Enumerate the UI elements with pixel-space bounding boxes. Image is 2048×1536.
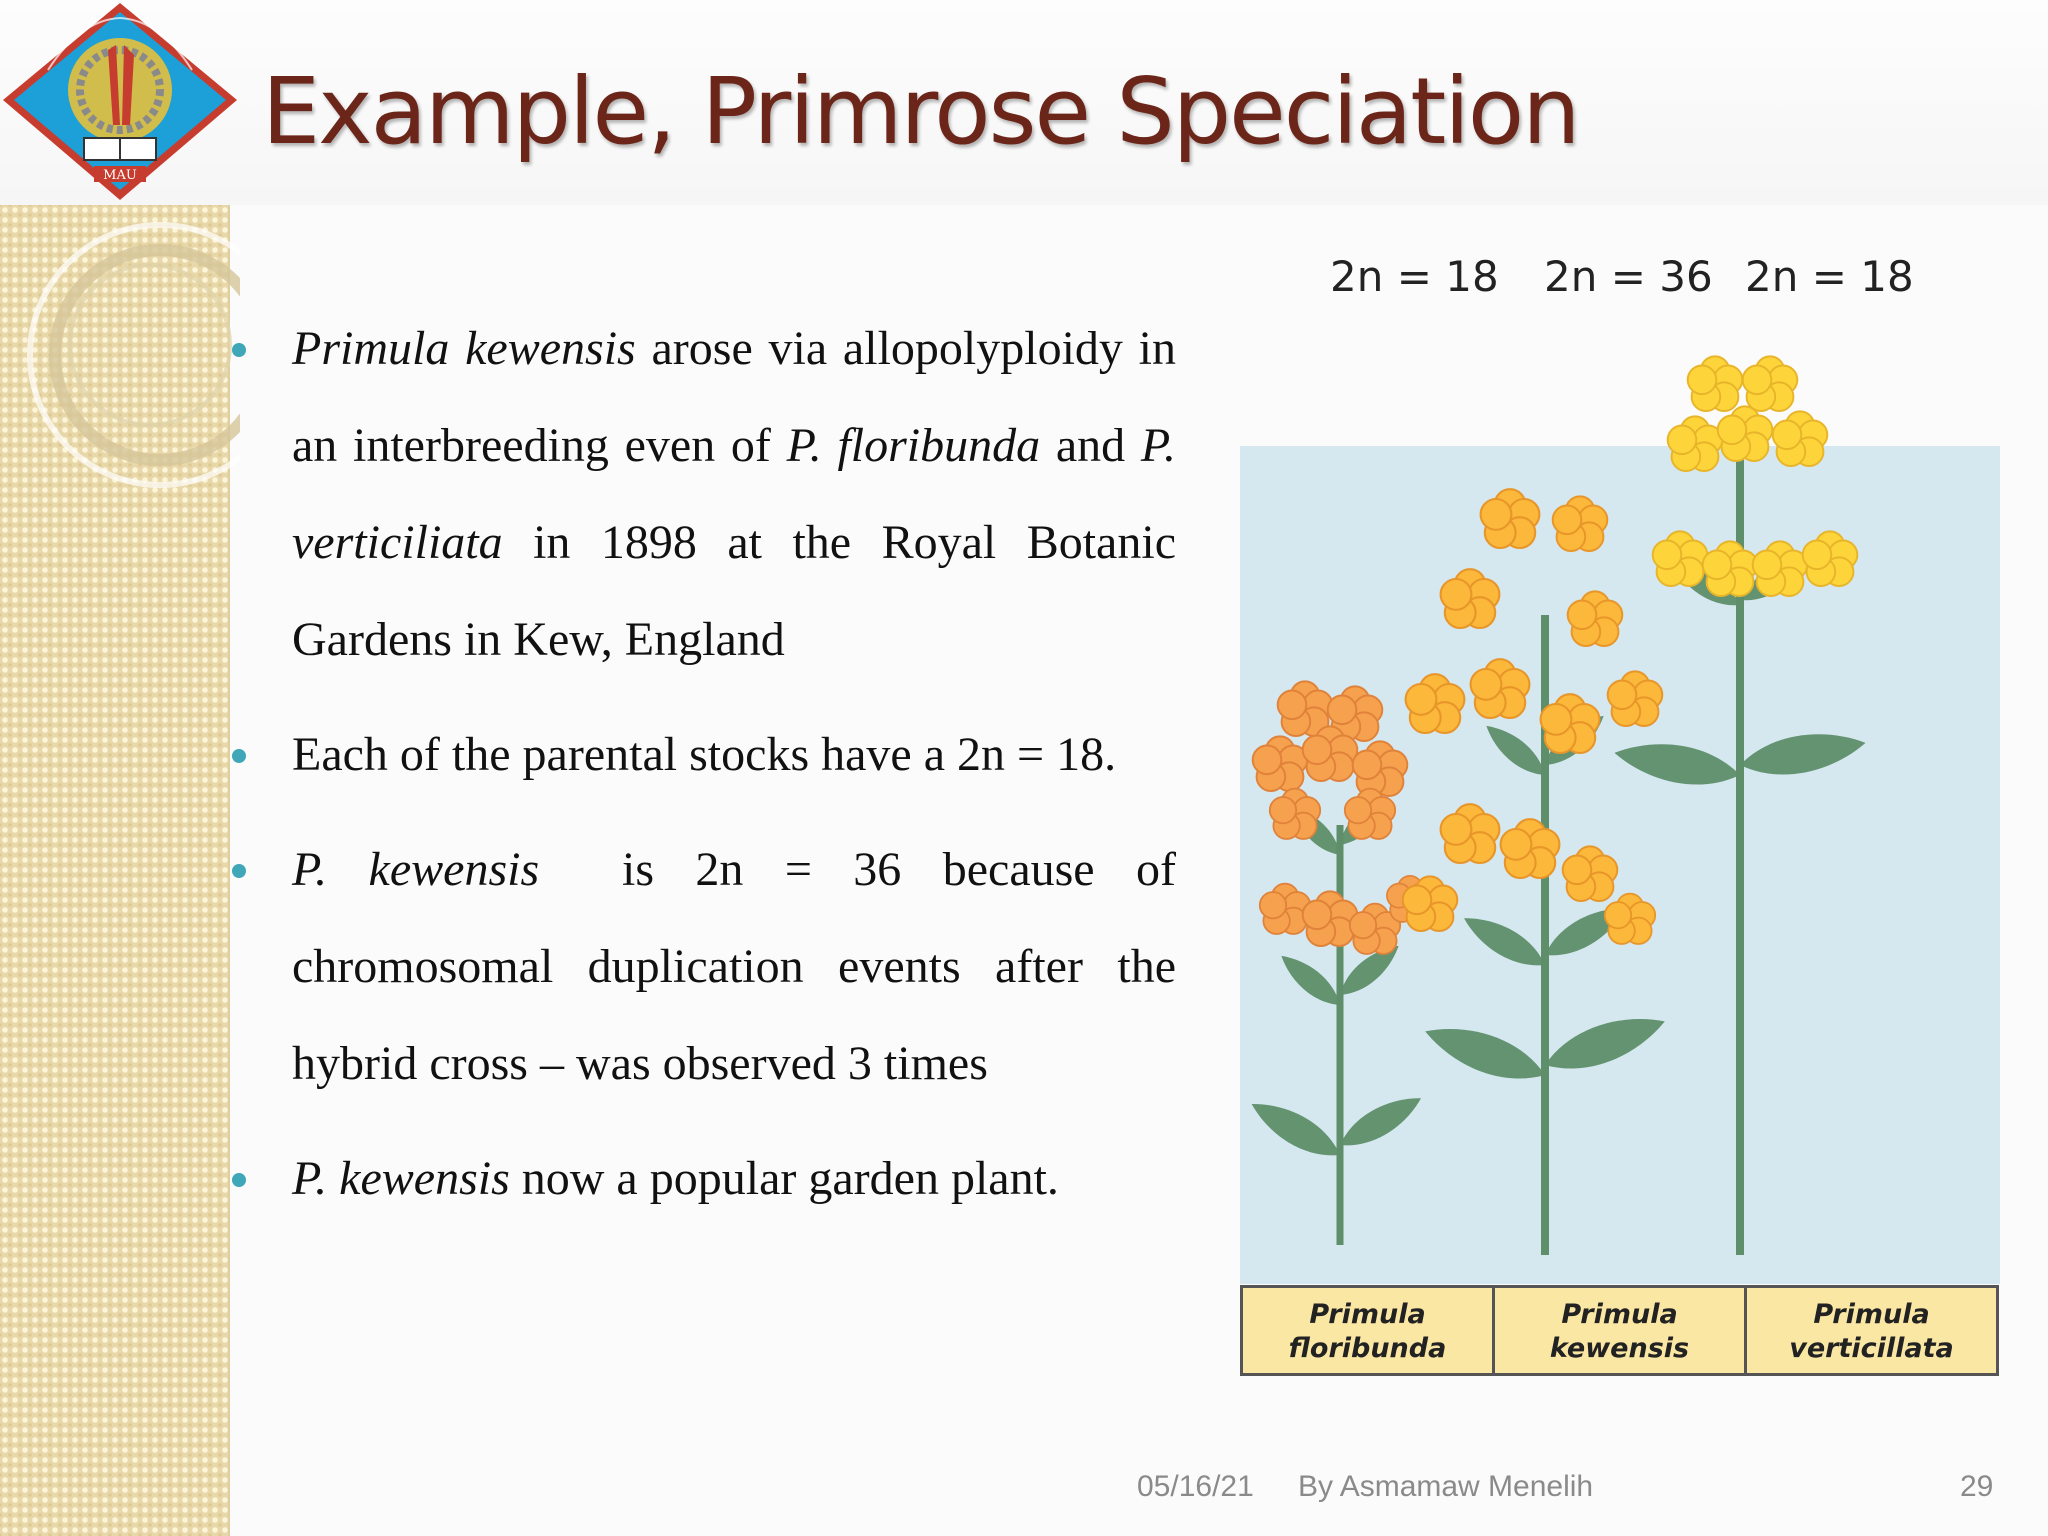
species-label-line: kewensis xyxy=(1549,1333,1690,1364)
bullet-text: and xyxy=(1040,419,1141,472)
bullet-text: arose via allopolyploidy in an interbreeding even of xyxy=(292,322,1177,472)
species-label-line: verticillata xyxy=(1789,1333,1954,1364)
ploidy-label-verticillata: 2n = 18 xyxy=(1745,252,1914,301)
bullet-text: P. kewensis xyxy=(292,843,540,896)
species-label-kewensis xyxy=(1495,1288,1747,1373)
decorative-arcs xyxy=(0,205,240,505)
bullet-text: P. kewensis xyxy=(292,1152,510,1205)
logo-text: MAU xyxy=(103,168,137,183)
species-label-floribunda xyxy=(1243,1288,1495,1373)
bullet-text: P. verticiliata xyxy=(292,419,1176,569)
species-label-table xyxy=(1240,1285,1999,1376)
species-label-line: floribunda xyxy=(1288,1333,1447,1364)
species-label-line: Primula xyxy=(1309,1299,1426,1330)
species-label-verticillata xyxy=(1747,1288,1996,1373)
primrose-illustration xyxy=(1240,355,2010,1285)
ploidy-label-kewensis: 2n = 36 xyxy=(1544,252,1713,301)
slide-title: Example, Primrose Speciation xyxy=(262,58,1579,165)
ploidy-label-floribunda: 2n = 18 xyxy=(1330,252,1499,301)
plant-kewensis xyxy=(1403,489,1671,1255)
bullet-text: Each of the parental stocks have a 2n = 18. xyxy=(292,728,1117,781)
bullet-item xyxy=(228,1130,1176,1227)
bullet-text: in 1898 at the Royal Botanic Gardens in Kew, England xyxy=(292,516,1176,666)
bullet-list xyxy=(228,300,1188,1245)
bullet-item xyxy=(228,821,1188,1112)
page-number: 29 xyxy=(1960,1470,1994,1503)
plant-verticillata xyxy=(1611,356,1869,1255)
bullet-item xyxy=(228,300,1176,688)
species-label-line: Primula xyxy=(1813,1299,1930,1330)
bullet-text: now a popular garden plant. xyxy=(509,1152,1059,1205)
bullet-text: is 2n = 36 because of chromosomal duplication events after the hybrid cross – was observed 3 times xyxy=(292,843,1188,1090)
bullet-text: P. floribunda xyxy=(786,419,1041,472)
footer-date: 05/16/21 xyxy=(1137,1470,1254,1503)
ploidy-labels xyxy=(1330,252,1914,312)
bullet-item xyxy=(228,706,1176,803)
footer-author: By Asmamaw Menelih xyxy=(1298,1470,1594,1503)
species-label-line: Primula xyxy=(1561,1299,1678,1330)
bullet-text: Primula kewensis xyxy=(292,322,636,375)
plant-floribunda xyxy=(1244,681,1433,1245)
university-logo xyxy=(0,0,240,205)
